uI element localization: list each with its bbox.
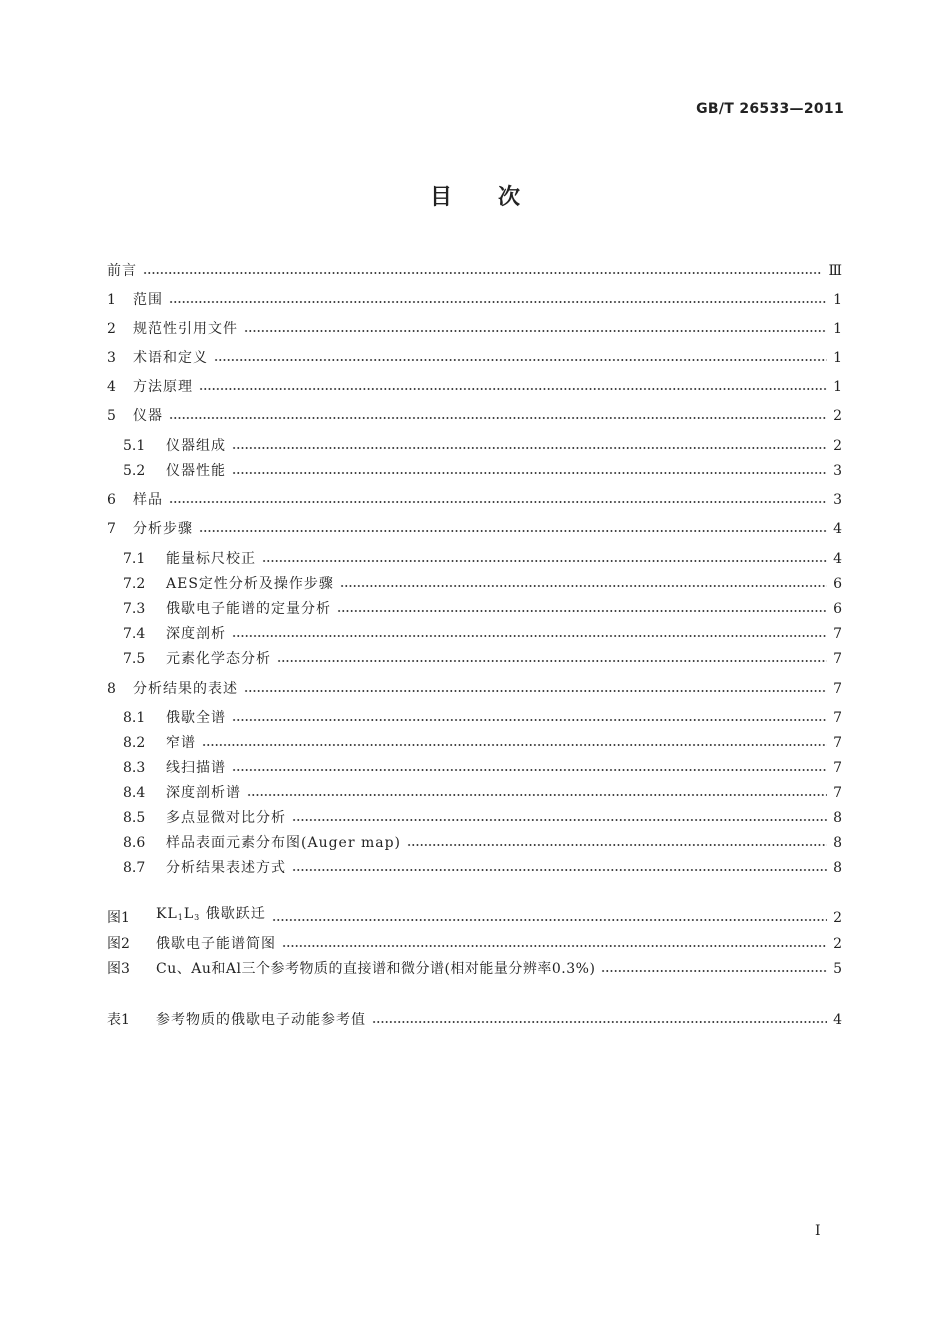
figure-page: 2 [833, 936, 842, 952]
toc-entry-6[interactable] [107, 490, 842, 510]
toc-label: 仪器组成 [166, 438, 226, 454]
toc-entry-8-5[interactable] [123, 808, 842, 828]
leader-dots [292, 817, 827, 823]
table-page: 4 [833, 1012, 842, 1028]
leader-dots [292, 867, 827, 873]
toc-num: 3 [107, 350, 116, 366]
toc-label: 线扫描谱 [166, 760, 226, 776]
toc-page: 7 [833, 785, 842, 801]
leader-dots [199, 528, 827, 534]
toc-label: 范围 [133, 292, 163, 308]
leader-dots [199, 386, 827, 392]
toc-num: 7.1 [123, 551, 146, 567]
toc-page: 3 [833, 463, 842, 479]
toc-label: 样品 [133, 492, 163, 508]
toc-entry-7[interactable] [107, 519, 842, 539]
toc-num: 5.1 [123, 438, 146, 454]
toc-label: 仪器性能 [166, 463, 226, 479]
toc-label: 仪器 [133, 408, 163, 424]
leader-dots [202, 742, 827, 748]
toc-entry-7-5[interactable] [123, 649, 842, 669]
toc-page: 7 [833, 626, 842, 642]
leader-dots [244, 328, 827, 334]
toc-label: 术语和定义 [133, 350, 208, 366]
toc-num: 6 [107, 492, 116, 508]
leader-dots [169, 499, 827, 505]
toc-num: 2 [107, 321, 116, 337]
table-entry-1[interactable] [107, 1010, 842, 1030]
toc-entry-3[interactable] [107, 348, 842, 368]
figure-page: 2 [833, 910, 842, 926]
toc-entry-8-3[interactable] [123, 758, 842, 778]
toc-page: 7 [833, 651, 842, 667]
toc-page: 1 [833, 292, 842, 308]
toc-label: 分析结果的表述 [133, 681, 238, 697]
toc-num: 7.3 [123, 601, 146, 617]
toc-num: 7 [107, 521, 116, 537]
toc-entry-5-1[interactable] [123, 436, 842, 456]
figure-label: $KL_1L_3$ 俄歇跃迁 [156, 906, 266, 922]
toc-page: 1 [833, 321, 842, 337]
toc-entry-7-2[interactable] [123, 574, 842, 594]
toc-label: 样品表面元素分布图(Auger map) [166, 835, 402, 851]
figure-num: 图3 [107, 961, 130, 977]
figure-entry-3[interactable] [107, 959, 842, 979]
toc-entry-8-6[interactable] [123, 833, 842, 853]
toc-entry-2[interactable] [107, 319, 842, 339]
toc-num: 8.1 [123, 710, 146, 726]
toc-page: 1 [833, 379, 842, 395]
table-num: 表1 [107, 1012, 130, 1028]
leader-dots [214, 357, 827, 363]
toc-entry-8-4[interactable] [123, 783, 842, 803]
toc-page: 7 [833, 681, 842, 697]
toc-num: 1 [107, 292, 116, 308]
leader-dots [277, 658, 827, 664]
figure-num: 图2 [107, 936, 130, 952]
leader-dots [143, 270, 822, 276]
leader-dots [169, 415, 827, 421]
leader-dots [232, 470, 827, 476]
leader-dots [407, 842, 827, 848]
leader-dots [372, 1019, 827, 1025]
toc-page: 8 [833, 835, 842, 851]
figure-label: Cu、Au和Al三个参考物质的直接谱和微分谱(相对能量分辨率0.3%) [156, 961, 596, 977]
standard-code: GB/T 26533—2011 [696, 101, 844, 117]
toc-page: 8 [833, 810, 842, 826]
leader-dots [340, 583, 827, 589]
toc-label: 分析步骤 [133, 521, 193, 537]
toc-label: 俄歇电子能谱的定量分析 [166, 601, 331, 617]
toc-entry-7-1[interactable] [123, 549, 842, 569]
toc-page: Ⅲ [828, 263, 842, 279]
toc-page: 7 [833, 760, 842, 776]
toc-num: 5.2 [123, 463, 146, 479]
toc-label: 窄谱 [166, 735, 196, 751]
toc-num: 8.4 [123, 785, 146, 801]
toc-page: 6 [833, 576, 842, 592]
leader-dots [169, 299, 827, 305]
leader-dots [232, 633, 827, 639]
toc-entry-8-1[interactable] [123, 708, 842, 728]
leader-dots [282, 943, 827, 949]
toc-label: 分析结果表述方式 [166, 860, 286, 876]
toc-page: 4 [833, 551, 842, 567]
toc-num: 8.2 [123, 735, 146, 751]
toc-label: 深度剖析 [166, 626, 226, 642]
figure-num: 图1 [107, 910, 130, 926]
toc-entry-5-2[interactable] [123, 461, 842, 481]
leader-dots [272, 917, 827, 923]
toc-num: 8.7 [123, 860, 146, 876]
leader-dots [232, 767, 827, 773]
toc-entry-4[interactable] [107, 377, 842, 397]
toc-entry-foreword[interactable] [107, 261, 842, 281]
toc-label: AES定性分析及操作步骤 [166, 576, 334, 592]
toc-entry-8[interactable] [107, 679, 842, 699]
toc-num: 8.5 [123, 810, 146, 826]
leader-dots [232, 445, 827, 451]
toc-label: 深度剖析谱 [166, 785, 241, 801]
leader-dots [232, 717, 827, 723]
figure-label: 俄歇电子能谱简图 [156, 936, 276, 952]
page-number: I [815, 1223, 821, 1239]
toc-page: 2 [833, 408, 842, 424]
toc-page: 3 [833, 492, 842, 508]
toc-page: 7 [833, 710, 842, 726]
toc-entry-5[interactable] [107, 406, 842, 426]
page-title: 目次 [429, 184, 566, 210]
toc-entry-8-7[interactable] [123, 858, 842, 878]
toc-label: 前言 [107, 263, 137, 279]
toc-entry-7-3[interactable] [123, 599, 842, 619]
toc-label: 方法原理 [133, 379, 193, 395]
toc-num: 7.4 [123, 626, 146, 642]
toc-label: 能量标尺校正 [166, 551, 256, 567]
toc-label: 元素化学态分析 [166, 651, 271, 667]
toc-num: 4 [107, 379, 116, 395]
toc-page: 6 [833, 601, 842, 617]
figure-entry-2[interactable] [107, 934, 842, 954]
figure-entry-1[interactable] [107, 908, 842, 928]
toc-num: 7.5 [123, 651, 146, 667]
leader-dots [244, 688, 827, 694]
leader-dots [601, 968, 827, 974]
toc-num: 8 [107, 681, 116, 697]
leader-dots [247, 792, 827, 798]
toc-page: 4 [833, 521, 842, 537]
toc-entry-7-4[interactable] [123, 624, 842, 644]
toc-entry-8-2[interactable] [123, 733, 842, 753]
toc-num: 8.3 [123, 760, 146, 776]
leader-dots [337, 608, 827, 614]
toc-label: 多点显微对比分析 [166, 810, 286, 826]
toc-page: 7 [833, 735, 842, 751]
toc-label: 俄歇全谱 [166, 710, 226, 726]
table-label: 参考物质的俄歇电子动能参考值 [156, 1012, 366, 1028]
toc-page: 8 [833, 860, 842, 876]
toc-num: 5 [107, 408, 116, 424]
toc-num: 7.2 [123, 576, 146, 592]
toc-page: 2 [833, 438, 842, 454]
toc-entry-1[interactable] [107, 290, 842, 310]
figure-page: 5 [833, 961, 842, 977]
leader-dots [262, 558, 827, 564]
toc-num: 8.6 [123, 835, 146, 851]
toc-page: 1 [833, 350, 842, 366]
toc-label: 规范性引用文件 [133, 321, 238, 337]
